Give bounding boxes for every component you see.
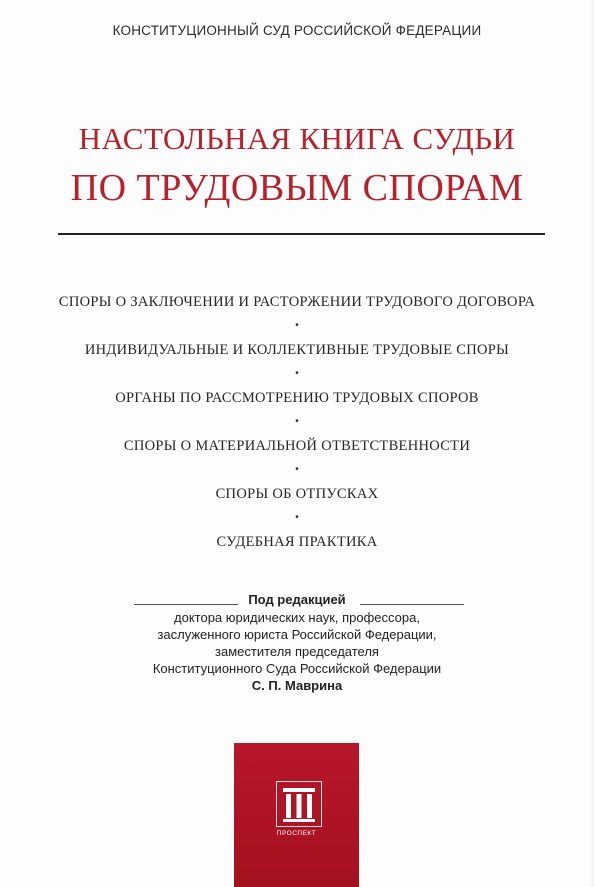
- editor-line: Конституционного Суда Российской Федерации: [152, 661, 442, 676]
- topic-item: ОРГАНЫ ПО РАССМОТРЕНИЮ ТРУДОВЫХ СПОРОВ: [115, 390, 479, 406]
- topics-list: [0, 292, 594, 552]
- editor-line: заслуженного юриста Российской Федерации,: [157, 627, 437, 642]
- topic-item: СПОРЫ О МАТЕРИАЛЬНОЙ ОТВЕТСТВЕННОСТИ: [123, 438, 471, 454]
- organization-header: КОНСТИТУЦИОННЫЙ СУД РОССИЙСКОЙ ФЕДЕРАЦИИ: [112, 23, 482, 38]
- topic-item: ИНДИВИДУАЛЬНЫЕ И КОЛЛЕКТИВНЫЕ ТРУДОВЫЕ СПОРЫ: [84, 342, 510, 358]
- topic-separator: •: [295, 416, 299, 427]
- publisher-name: ПРОСПЕКТ: [276, 830, 317, 837]
- topic-separator: •: [295, 320, 299, 331]
- editor-name: С. П. Маврина: [251, 678, 343, 693]
- editor-line: заместителя председателя: [215, 644, 379, 659]
- publisher-block: [234, 743, 359, 887]
- columns-building-icon: [276, 781, 322, 827]
- title-line-1: НАСТОЛЬНАЯ КНИГА СУДЬИ: [78, 121, 516, 156]
- editor-rule-right: [360, 604, 464, 605]
- topic-item: СУДЕБНАЯ ПРАКТИКА: [216, 534, 378, 550]
- topic-separator: •: [295, 512, 299, 523]
- topic-separator: •: [295, 368, 299, 379]
- topic-separator: •: [295, 464, 299, 475]
- editor-heading: [0, 592, 594, 610]
- title-divider: [58, 233, 545, 235]
- editor-credentials: [0, 609, 594, 694]
- editor-line: доктора юридических наук, профессора,: [174, 610, 420, 625]
- topic-item: СПОРЫ ОБ ОТПУСКАХ: [215, 486, 379, 502]
- topic-item: СПОРЫ О ЗАКЛЮЧЕНИИ И РАСТОРЖЕНИИ ТРУДОВОГО ДОГОВОРА: [58, 294, 536, 310]
- editor-label: Под редакцией: [248, 592, 346, 607]
- title-line-2: ПО ТРУДОВЫМ СПОРАМ: [70, 167, 524, 209]
